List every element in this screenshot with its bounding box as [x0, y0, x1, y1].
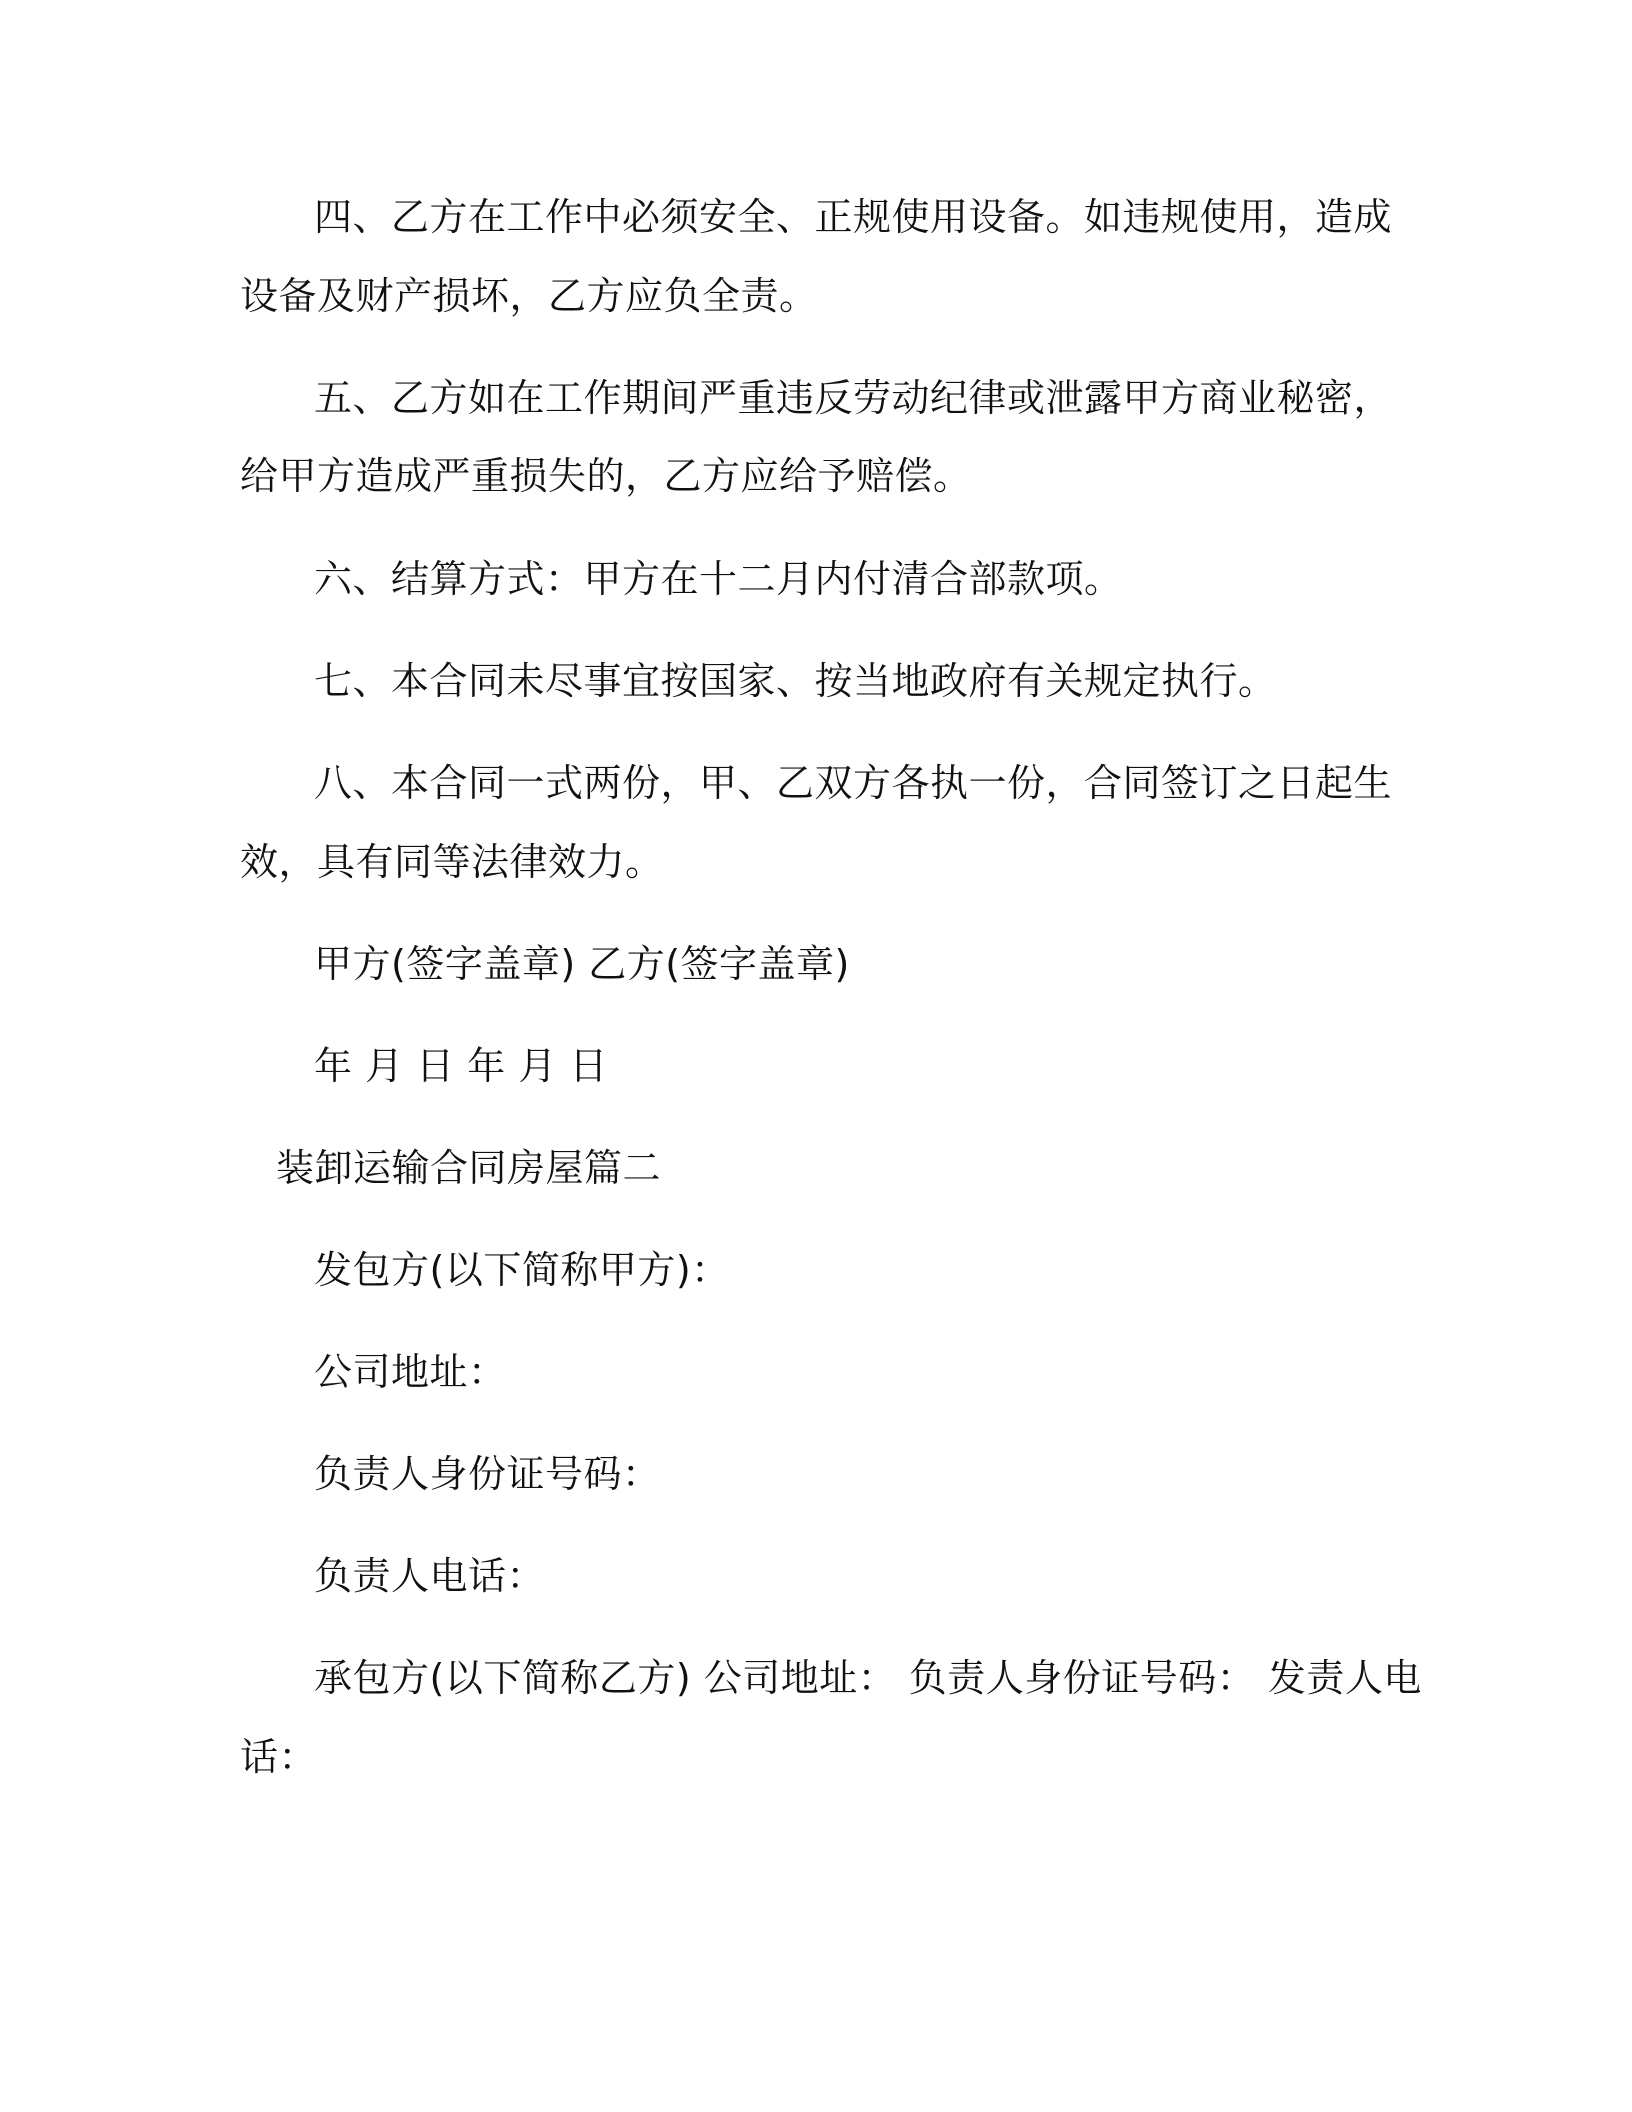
clause-6: 六、结算方式：甲方在十二月内付清合部款项。 [314, 557, 1123, 601]
section-heading: 装卸运输合同房屋篇二 [276, 1146, 662, 1190]
id-number-label: 负责人身份证号码： [314, 1452, 661, 1496]
clause-8-line-1: 八、本合同一式两份，甲、乙双方各执一份，合同签订之日起生 [314, 761, 1393, 805]
clause-4-line-1: 四、乙方在工作中必须安全、正规使用设备。如违规使用，造成 [314, 195, 1393, 239]
party-b-line-1: 承包方(以下简称乙方) 公司地址： 负责人身份证号码： 发责人电 [314, 1656, 1422, 1700]
clause-7: 七、本合同未尽事宜按国家、按当地政府有关规定执行。 [314, 659, 1277, 703]
date-line: 年 月 日 年 月 日 [314, 1044, 608, 1088]
party-b-line-2: 话： [240, 1735, 318, 1779]
signature-line: 甲方(签字盖章) 乙方(签字盖章) [314, 942, 850, 986]
clause-8-line-2: 效，具有同等法律效力。 [240, 840, 664, 884]
clause-4-line-2: 设备及财产损坏，乙方应负全责。 [240, 274, 818, 318]
party-a-label: 发包方(以下简称甲方)： [314, 1248, 730, 1292]
phone-label: 负责人电话： [314, 1554, 546, 1598]
clause-5-line-2: 给甲方造成严重损失的，乙方应给予赔偿。 [240, 454, 972, 498]
company-address-label: 公司地址： [314, 1350, 507, 1394]
clause-5-line-1: 五、乙方如在工作期间严重违反劳动纪律或泄露甲方商业秘密， [314, 376, 1393, 420]
